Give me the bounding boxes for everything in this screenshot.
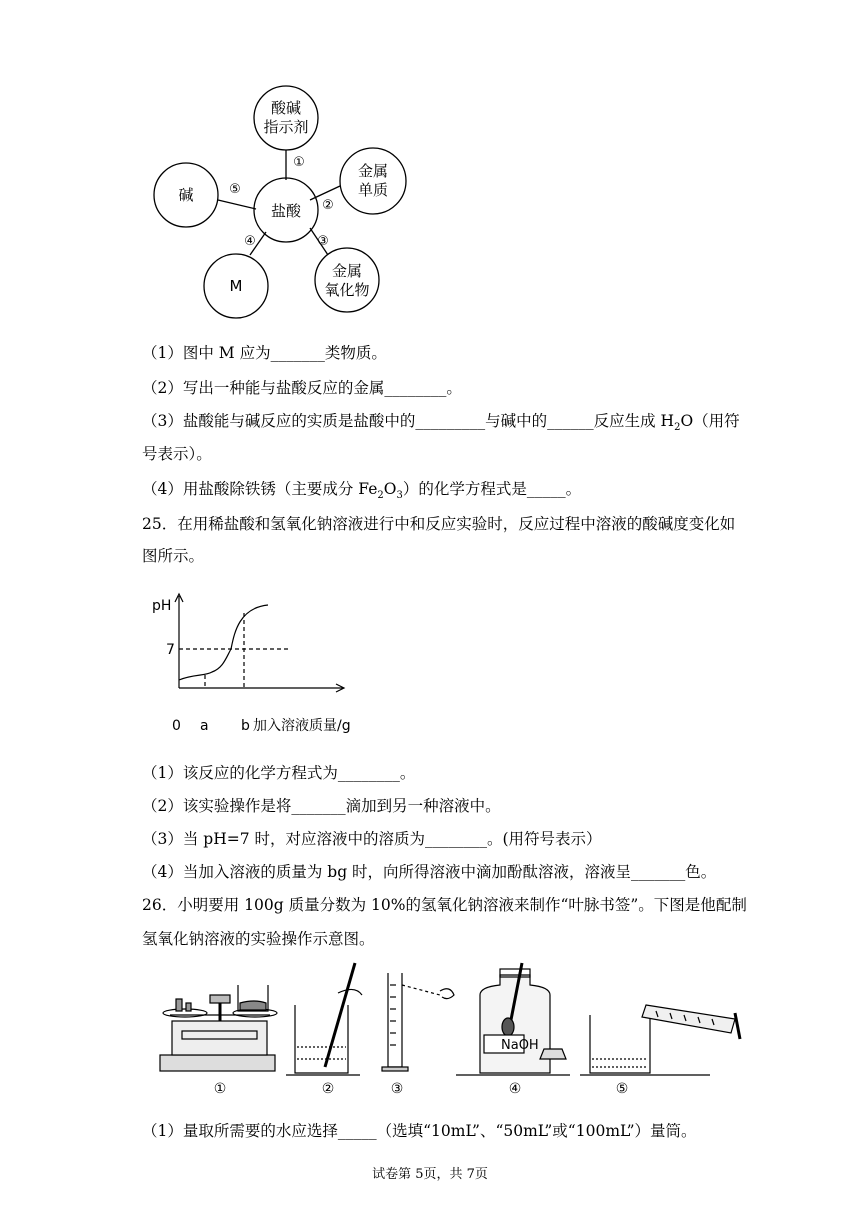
q24-item-4: （4）用盐酸除铁锈（主要成分 $Fe_2O_3$）的化学方程式是_____。 — [142, 480, 582, 502]
experiment-steps-illustration — [150, 955, 750, 1095]
node-label: 酸碱 — [270, 99, 302, 117]
q26-stem: 26．小明要用 100g 质量分数为 10%的氢氧化钠溶液来制作“叶脉书签”。下图是他配制 — [142, 896, 747, 914]
node-label: 单质 — [357, 181, 389, 199]
q24-item-2: （2）写出一种能与盐酸反应的金属________。 — [142, 379, 462, 397]
step-label: ① — [213, 1081, 227, 1095]
q25-stem-cont: 图所示。 — [142, 547, 205, 565]
q25-item-1: （1）该反应的化学方程式为________。 — [142, 764, 416, 782]
edge-label: ② — [322, 198, 334, 213]
node-label: 指示剂 — [263, 118, 309, 136]
node-label: 金属 — [357, 162, 389, 180]
step-label: ③ — [390, 1081, 404, 1095]
q26-stem-cont: 氢氧化钠溶液的实验操作示意图。 — [142, 930, 375, 948]
edge-label: ③ — [317, 234, 329, 249]
q24-item-3: （3）盐酸能与碱反应的实质是盐酸中的_________与碱中的______反应生成 $H_2O$（用符 — [142, 412, 740, 434]
edge-label: ④ — [244, 234, 256, 249]
hydrochloric-acid-relation-diagram — [150, 80, 420, 320]
q25-item-3: （3）当 pH=7 时，对应溶液中的溶质为________。(用符号表示） — [142, 830, 602, 848]
x-tick-label: a — [200, 718, 209, 734]
q24-item-1: （1）图中 M 应为_______类物质。 — [142, 344, 387, 362]
step-label: ② — [321, 1081, 335, 1095]
node-label: 氧化物 — [324, 281, 370, 299]
edge-label: ① — [293, 155, 305, 170]
q25-stem: 25．在用稀盐酸和氢氧化钠溶液进行中和反应实验时，反应过程中溶液的酸碱度变化如 — [142, 515, 736, 533]
ph-curve — [179, 605, 268, 680]
x-tick-label: 0 — [172, 718, 181, 734]
naoh-label: NaOH — [501, 1038, 539, 1053]
naoh-bottle-icon — [456, 963, 570, 1075]
step-label: ⑤ — [615, 1081, 629, 1095]
y-tick-label: 7 — [166, 642, 175, 658]
q26-item-1: （1）量取所需要的水应选择_____（选填“10mL”、“50mL”或“100mL”）量筒。 — [142, 1122, 697, 1140]
node-label: M — [229, 277, 243, 295]
node-label: 碱 — [178, 186, 194, 204]
node-oxide — [315, 248, 379, 312]
page-footer: 试卷第 5页，共 7页 — [372, 1167, 488, 1182]
pouring-water-icon — [580, 1005, 740, 1075]
beaker-stirring-icon — [286, 963, 362, 1075]
node-label: 金属 — [331, 262, 363, 280]
x-axis-label: 加入溶液质量/g — [253, 718, 351, 734]
q24-item-3-cont: 号表示）。 — [142, 445, 212, 463]
center-label: 盐酸 — [270, 202, 302, 220]
y-axis-label: pH — [152, 598, 172, 614]
edge-label: ⑤ — [229, 182, 241, 197]
balance-icon — [160, 985, 277, 1071]
q25-item-4: （4）当加入溶液的质量为 bg 时，向所得溶液中滴加酚酞溶液，溶液呈_______色。 — [142, 863, 717, 881]
q25-item-2: （2）该实验操作是将_______滴加到另一种溶液中。 — [142, 797, 501, 815]
x-tick-label: b — [241, 718, 250, 734]
graduated-cylinder-icon — [382, 973, 454, 1071]
ph-curve-chart — [148, 588, 368, 736]
step-label: ④ — [508, 1081, 522, 1095]
